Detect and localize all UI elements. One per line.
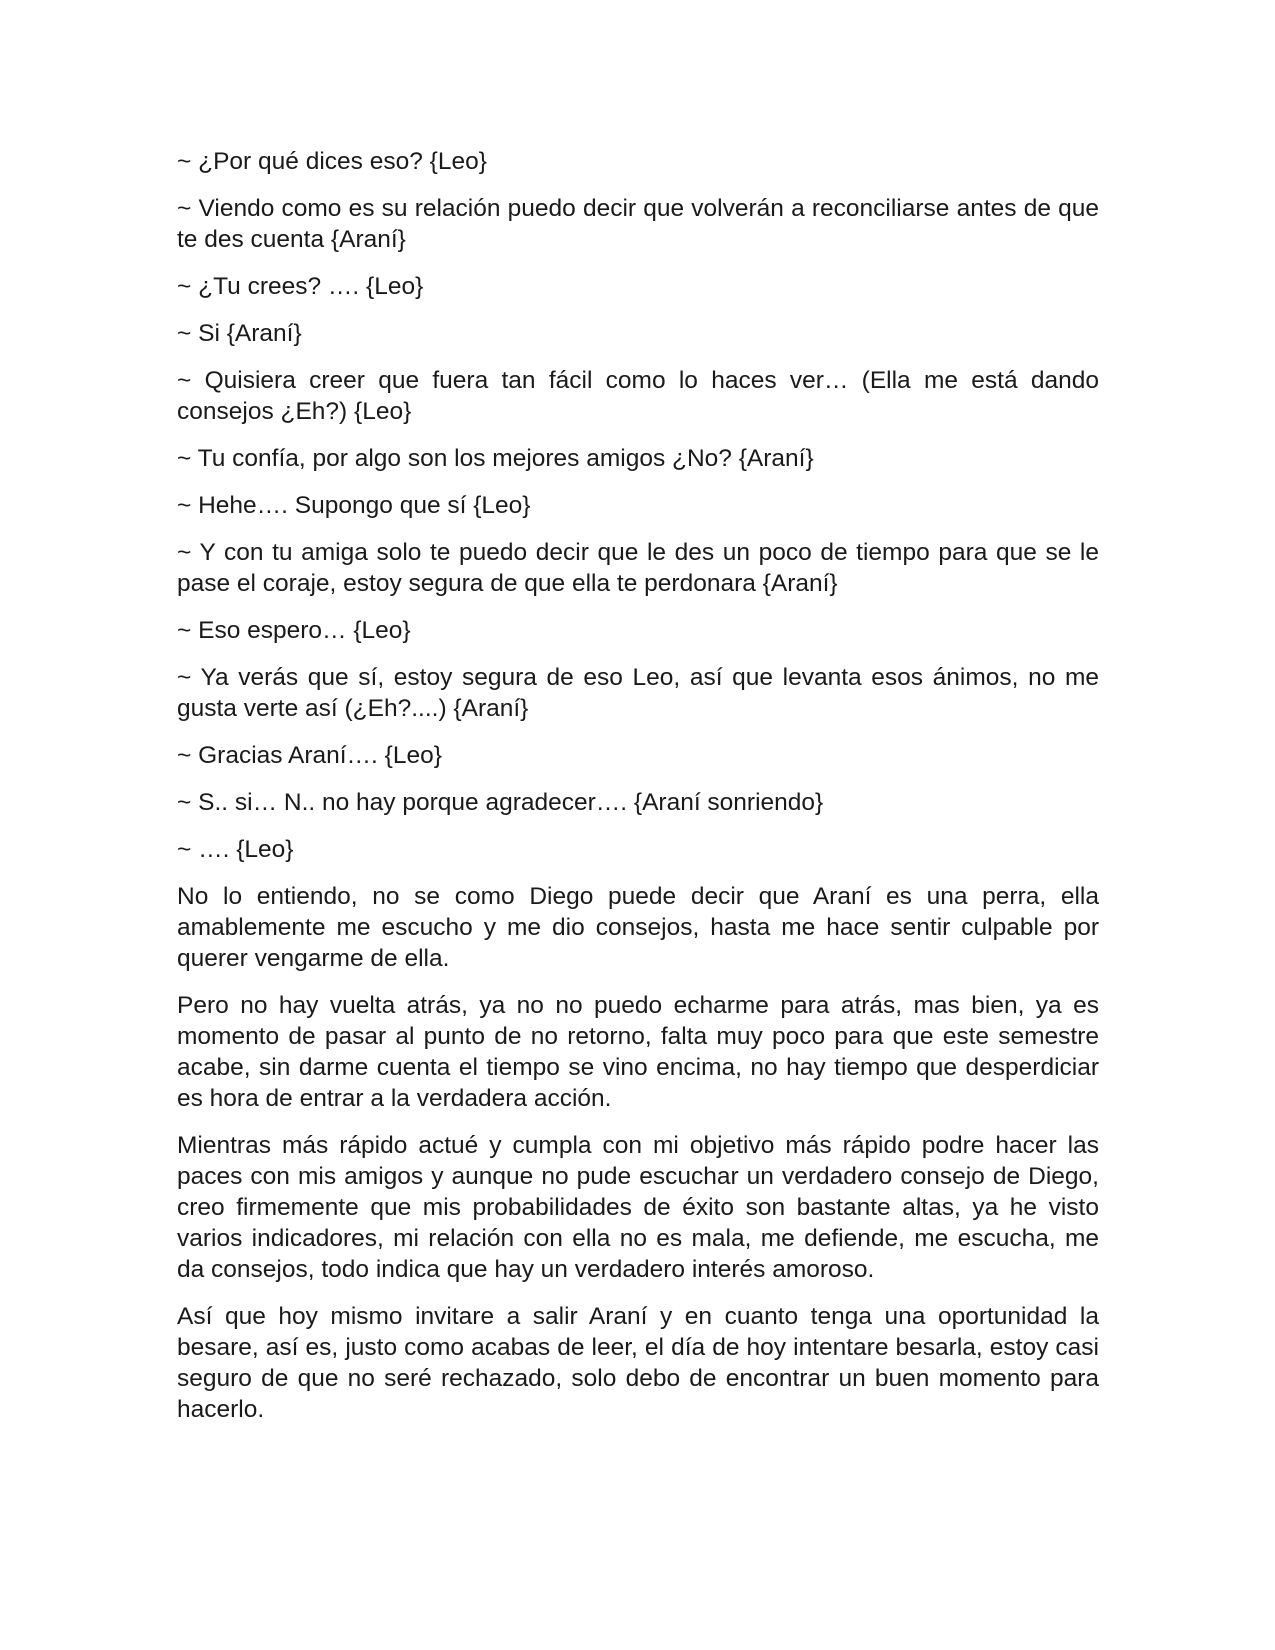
dialogue-line: ~ ¿Por qué dices eso? {Leo} — [177, 148, 487, 175]
document-page — [177, 146, 1099, 1441]
narrative-paragraph: No lo entiendo, no se como Diego puede decir que Araní es una perra, ella amablemente me escucho y me dio consejos, hasta me hace sentir culpable por querer vengarme de ella. — [177, 883, 1099, 972]
dialogue-line: ~ …. {Leo} — [177, 836, 294, 863]
dialogue-line: ~ Ya verás que sí, estoy segura de eso Leo, así que levanta esos ánimos, no me gusta verte así (¿Eh?....) {Araní} — [177, 664, 1099, 722]
dialogue-line: ~ Hehe…. Supongo que sí {Leo} — [177, 492, 531, 519]
dialogue-line: ~ Y con tu amiga solo te puedo decir que le des un poco de tiempo para que se le pase el coraje, estoy segura de que ella te perdonara {Araní} — [177, 539, 1099, 597]
dialogue-line: ~ Gracias Araní…. {Leo} — [177, 742, 442, 769]
dialogue-line: ~ Viendo como es su relación puedo decir que volverán a reconciliarse antes de que te des cuenta {Araní} — [177, 195, 1099, 253]
dialogue-line: ~ Quisiera creer que fuera tan fácil como lo haces ver… (Ella me está dando consejos ¿Eh?) {Leo} — [177, 367, 1099, 425]
narrative-paragraph: Mientras más rápido actué y cumpla con mi objetivo más rápido podre hacer las paces con mis amigos y aunque no pude escuchar un verdadero consejo de Diego, creo firmemente que mis probabilidades de éxito son bastante altas, ya he visto varios indicadores, mi relación con ella no es mala, me defiende, me escucha, me da consejos, todo indica que hay un verdadero interés amoroso. — [177, 1132, 1099, 1283]
dialogue-line: ~ Eso espero… {Leo} — [177, 617, 411, 644]
narrative-paragraph: Pero no hay vuelta atrás, ya no no puedo echarme para atrás, mas bien, ya es momento de pasar al punto de no retorno, falta muy poco para que este semestre acabe, sin darme cuenta el tiempo se vino encima, no hay tiempo que desperdiciar es hora de entrar a la verdadera acción. — [177, 992, 1099, 1112]
dialogue-line: ~ Tu confía, por algo son los mejores amigos ¿No? {Araní} — [177, 445, 814, 472]
dialogue-line: ~ Si {Araní} — [177, 320, 302, 347]
dialogue-line: ~ S.. si… N.. no hay porque agradecer…. {Araní sonriendo} — [177, 789, 824, 816]
dialogue-line: ~ ¿Tu crees? …. {Leo} — [177, 273, 424, 300]
narrative-paragraph: Así que hoy mismo invitare a salir Araní y en cuanto tenga una oportunidad la besare, así es, justo como acabas de leer, el día de hoy intentare besarla, estoy casi seguro de que no seré rechazado, solo debo de encontrar un buen momento para hacerlo. — [177, 1303, 1099, 1423]
